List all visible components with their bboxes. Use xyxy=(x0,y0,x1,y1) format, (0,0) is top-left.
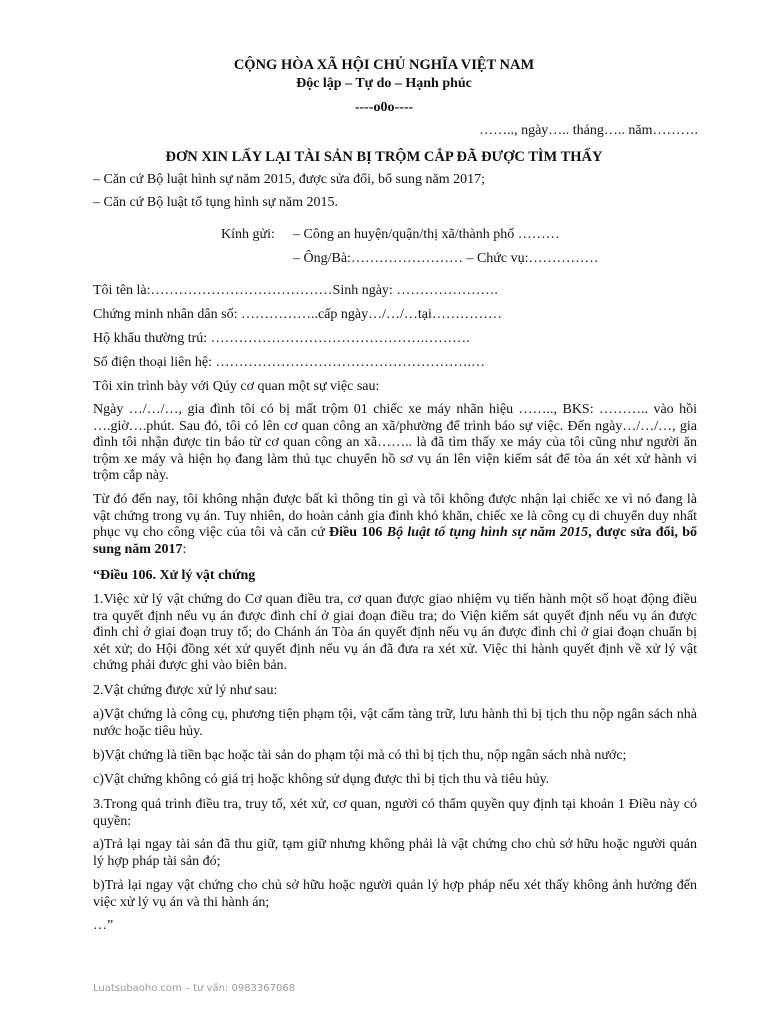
paragraph-request xyxy=(93,492,697,558)
applicant-phone-line: Số điện thoại liên hệ: ……………………………………………….… xyxy=(93,355,485,370)
request-text: Từ đó đến nay, tôi không nhận được bất kì thông tin gì và tôi không được nhận lại chiếc xe vì nó đang là vật chứng trong vụ án. Tuy nhiên, do hoàn cảnh gia đình khó khăn, chiếc xe là công cụ di chuyển duy nhất phục vụ cho công việc của tôi và căn cứ xyxy=(93,492,697,540)
legal-basis-1: – Căn cứ Bộ luật hình sự năm 2015, được sửa đổi, bổ sung năm 2017; xyxy=(93,172,485,187)
divider-text: ----o0o---- xyxy=(354,100,414,115)
law-name: Bộ luật tố tụng hình sự năm 2015 xyxy=(386,525,589,540)
article-ref: Điều 106 xyxy=(329,525,387,540)
recipient-line-2: – Ông/Bà:…………………… – Chức vụ:…………… xyxy=(293,251,599,266)
legal-basis-2: – Căn cứ Bộ luật tố tụng hình sự năm 2015. xyxy=(93,195,338,210)
article-clause-2: 2.Vật chứng được xử lý như sau: xyxy=(93,683,278,698)
quote-ellipsis: …” xyxy=(93,918,114,933)
article-clause-2a: a)Vật chứng là công cụ, phương tiện phạm tội, vật cấm tàng trữ, lưu hành thì bị tịch thu nộp ngân sách nhà nước hoặc tiêu hủy. xyxy=(93,707,697,739)
nation-heading: CỘNG HÒA XÃ HỘI CHỦ NGHĨA VIỆT NAM xyxy=(233,57,535,73)
law-amendment: , được sửa đổi, bổ sung năm 2017 xyxy=(93,525,697,557)
date-line: …….., ngày….. tháng….. năm………. xyxy=(479,123,698,138)
applicant-id-line: Chứng minh nhân dân số: ……………..cấp ngày…/…/…tại…………… xyxy=(93,307,502,322)
recipient-label: Kính gửi: xyxy=(221,227,275,242)
motto-heading: Độc lập – Tự do – Hạnh phúc xyxy=(296,76,472,91)
intro-text: Tôi xin trình bày với Qúy cơ quan một sự việc sau: xyxy=(93,379,380,394)
applicant-name-line: Tôi tên là:…………………………………Sinh ngày: …………………. xyxy=(93,283,498,298)
applicant-residence-line: Hộ khẩu thường trú: ……………………………………….………. xyxy=(93,331,470,346)
article-clause-3: 3.Trong quá trình điều tra, truy tố, xét xử, cơ quan, người có thẩm quyền quy định tại khoản 1 Điều này có quyền: xyxy=(93,797,697,829)
recipient-line-1: – Công an huyện/quận/thị xã/thành phố ……… xyxy=(293,227,560,242)
paragraph-incident: Ngày …/…/…, gia đình tôi có bị mất trộm 01 chiếc xe máy nhãn hiệu …….., BKS: ……….. vào hồi ….giờ….phút. Sau đó, tôi có lên cơ quan công an xã/phường để trình báo sự việc. Đến ngày…/…/…, gia đình tôi nhận được tin báo từ cơ quan công an xã…….. là đã tìm thấy xe máy của tôi cũng như người ăn trộm xe máy và hiện họ đang làm thủ tục chuyển hồ sơ vụ án lên viện kiểm sát để tòa án xét xử hành vi trộm cắp này. xyxy=(93,402,697,483)
article-clause-1: 1.Việc xử lý vật chứng do Cơ quan điều tra, cơ quan được giao nhiệm vụ tiến hành một số hoạt động điều tra quyết định nếu vụ án được đình chỉ ở giai đoạn điều tra; do Viện kiểm sát quyết định nếu vụ án được đình chỉ ở giai đoạn truy tố; do Chánh án Tòa án quyết định nếu vụ án được đình chỉ ở giai đoạn chuẩn bị xét xử; do Hội đồng xét xử quyết định nếu vụ án đã đưa ra xét xử. Việc thi hành quyết định về xử lý vật chứng phải được ghi vào biên bản. xyxy=(93,592,697,673)
article-title: “Điều 106. Xử lý vật chứng xyxy=(93,568,256,583)
article-clause-3b: b)Trả lại ngay vật chứng cho chủ sở hữu hoặc người quản lý hợp pháp nếu xét thấy không ảnh hưởng đến việc xử lý vụ án và thi hành án; xyxy=(93,878,697,910)
request-end: : xyxy=(182,541,187,557)
article-clause-2b: b)Vật chứng là tiền bạc hoặc tài sản do phạm tội mà có thì bị tịch thu, nộp ngân sách nhà nước; xyxy=(93,748,627,763)
document-title: ĐƠN XIN LẤY LẠI TÀI SẢN BỊ TRỘM CẮP ĐÃ ĐƯỢC TÌM THẤY xyxy=(165,149,603,165)
article-clause-2c: c)Vật chứng không có giá trị hoặc không sử dụng được thì bị tịch thu và tiêu hủy. xyxy=(93,772,550,787)
footer-watermark: Luatsubaoho.com – tư vấn: 0983367068 xyxy=(93,983,296,994)
article-clause-3a: a)Trả lại ngay tài sản đã thu giữ, tạm giữ nhưng không phải là vật chứng cho chủ sở hữu hoặc người quản lý hợp pháp tài sản đó; xyxy=(93,837,697,869)
